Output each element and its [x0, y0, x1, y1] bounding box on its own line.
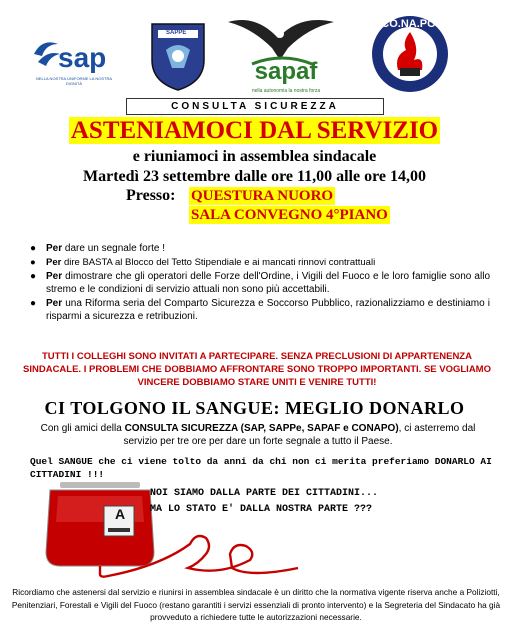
sapaf-logo — [222, 8, 340, 98]
noi-line-1: NOI SIAMO DALLA PARTE DEI CITTADINI... — [150, 488, 379, 499]
sapaf-logo-caption: nella autonomia la nostra forza — [251, 88, 321, 94]
sap-logo-caption: NELLA NOSTRA UNIFORME LA NOSTRA DIGNITÀ — [35, 76, 113, 86]
conapo-logo-text: CO.NA.PO. — [381, 18, 439, 30]
presso-label: Presso: — [126, 187, 176, 204]
bullet-text: dimostrare che gli operatori delle Forze dell'Ordine, i Vigili del Fuoco e le loro famiglie sono allo stremo e le condizioni di servizio attuali non sono più accettabili. — [46, 271, 490, 295]
appeal-text: TUTTI I COLLEGHI SONO INVITATI A PARTECIPARE. SENZA PRECLUSIONI DI APPARTENENZA SINDACALE. I PROBLEMI CHE DOBBIAMO AFFRONTARE SONO TROPPO IMPORTANTI. SE VOGLIAMO VINCERE DOBBIAMO STARE UNITI E VENIRE TUTTI! — [23, 351, 491, 388]
amici-bold: CONSULTA SICUREZZA (SAP, SAPPe, SAPAF e CONAPO) — [124, 423, 399, 434]
amici-pre: Con gli amici della — [40, 423, 125, 434]
subtitle: e riuniamoci in assemblea sindacale — [132, 148, 377, 165]
noi-line-2: MA LO STATO E' DALLA NOSTRA PARTE ??? — [150, 504, 373, 515]
bullet-text: dire BASTA al Blocco del Tetto Stipendiale e ai mancati rinnovi contrattuali — [61, 257, 376, 268]
presso-location — [189, 187, 390, 225]
slogan: CI TOLGONO IL SANGUE: MEGLIO DONARLO — [44, 398, 465, 418]
consulta-sicurezza-banner: CONSULTA SICUREZZA — [126, 98, 384, 115]
noi-siamo-text — [150, 486, 490, 518]
footer-note: Ricordiamo che astenersi dal servizio e riunirsi in assemblea sindacale è un diritto che la normativa vigente riserva anche a Poliziotti, Penitenziari, Forestali e Vigili del Fuoco (restano garantiti i servizi essenziali di pronto intervento) e la Segreteria del Sindacato ha già provveduto a richiedere tutte le autorizzazioni necessarie. — [11, 587, 501, 622]
bullet-icon: ● — [30, 257, 36, 268]
bullet-text: dare un segnale forte ! — [62, 243, 165, 254]
amici-paragraph — [28, 422, 488, 448]
list-item — [30, 256, 490, 269]
sappe-logo — [148, 20, 208, 92]
sappe-logo-text: SAPPE — [166, 30, 187, 36]
bullet-lead: Per — [46, 257, 62, 268]
presso-line-1: QUESTURA NUORO — [191, 188, 334, 204]
logo-row — [0, 6, 509, 102]
page-title-text: ASTENIAMOCI DAL SERVIZIO — [70, 117, 439, 144]
bullet-icon: ● — [30, 243, 37, 254]
sap-logo-text: sap — [58, 42, 107, 73]
bullet-lead: Per — [46, 298, 63, 309]
presso-line-2: SALA CONVEGNO 4°PIANO — [191, 207, 388, 223]
list-item — [30, 297, 490, 323]
bullet-icon: ● — [30, 298, 37, 309]
blood-bag-label: A — [114, 506, 126, 522]
bullet-lead: Per — [46, 271, 63, 282]
sapaf-logo-text: sapaf — [254, 58, 318, 85]
bullet-list — [30, 242, 490, 324]
list-item — [30, 270, 490, 296]
amici-post: , ci asterremo dal servizio per tre ore per dare un forte segnale a tutto il Paese. — [123, 423, 476, 447]
bullet-text: una Riforma seria del Comparto Sicurezza e Soccorso Pubblico, razionalizziamo e destiniamo i risparmi a sicurezza e retribuzioni. — [46, 298, 490, 322]
sap-logo — [28, 14, 116, 94]
bullet-lead: Per — [46, 243, 63, 254]
bullet-icon: ● — [30, 271, 37, 282]
list-item — [30, 242, 490, 255]
date-line: Martedì 23 settembre dalle ore 11,00 alle ore 14,00 — [82, 168, 427, 185]
conapo-logo — [370, 14, 450, 94]
page-title — [0, 117, 509, 145]
quel-sangue-text: Quel SANGUE che ci viene tolto da anni da chi non ci merita preferiamo DONARLO AI CITTADINI !!! — [30, 456, 492, 480]
